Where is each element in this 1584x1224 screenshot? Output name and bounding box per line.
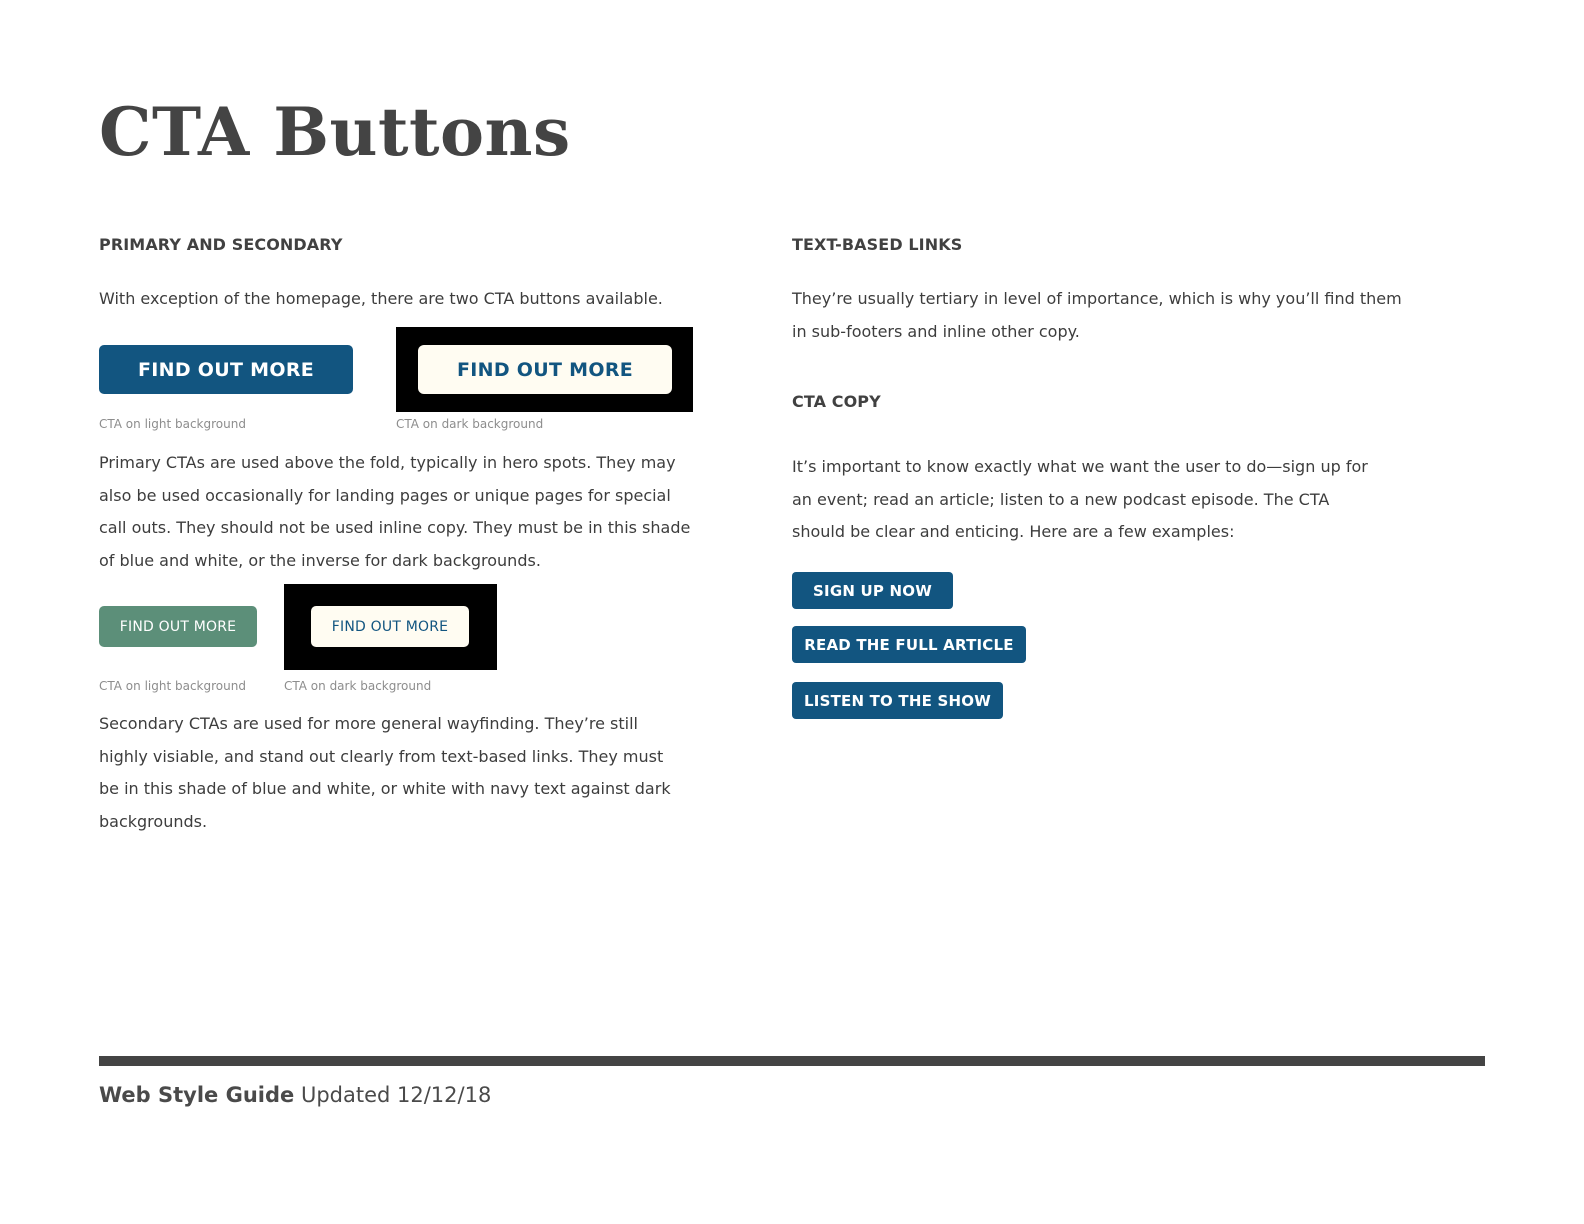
secondary-description-text: Secondary CTAs are used for more general wayfinding. They’re still highly visiable, and stand out clearly from text-based links. They must be in this shade of blue and white, or white with navy text against dark backgrounds. (99, 714, 671, 832)
primary-light-caption: CTA on light background (99, 417, 246, 431)
cta-copy-description: It’s important to know exactly what we want the user to do—sign up for an event; read an article; listen to a new podcast episode. The CTA should be clear and enticing. Here are a few examples: (792, 457, 1368, 542)
primary-secondary-heading: PRIMARY AND SECONDARY (99, 235, 343, 254)
listen-to-show-button[interactable]: LISTEN TO THE SHOW (792, 682, 1003, 719)
primary-cta-dark-button[interactable]: FIND OUT MORE (418, 345, 672, 394)
text-links-description: They’re usually tertiary in level of importance, which is why you’ll find them in sub-footers and inline other copy. (792, 289, 1402, 341)
secondary-cta-dark-button[interactable]: FIND OUT MORE (311, 606, 469, 647)
footer-updated-date: Updated 12/12/18 (300, 1083, 492, 1107)
primary-dark-caption: CTA on dark background (396, 417, 544, 431)
footer-divider (99, 1056, 1485, 1066)
secondary-dark-caption: CTA on dark background (284, 679, 432, 693)
primary-description-text: Primary CTAs are used above the fold, typically in hero spots. They may also be used occasionally for landing pages or unique pages for special call outs. They should not be used inline copy. They must be in this shade of blue and white, or the inverse for dark backgrounds. (99, 453, 691, 571)
cta-copy-heading: CTA COPY (792, 392, 881, 411)
primary-intro-text: With exception of the homepage, there are two CTA buttons available. (99, 289, 663, 308)
page-title: CTA Buttons (99, 93, 571, 171)
sign-up-now-button[interactable]: SIGN UP NOW (792, 572, 953, 609)
footer (99, 1080, 491, 1110)
primary-cta-light-button[interactable]: FIND OUT MORE (99, 345, 353, 394)
read-full-article-button[interactable]: READ THE FULL ARTICLE (792, 626, 1026, 663)
secondary-light-caption: CTA on light background (99, 679, 246, 693)
secondary-cta-light-button[interactable]: FIND OUT MORE (99, 606, 257, 647)
footer-guide-name: Web Style Guide (99, 1083, 295, 1107)
text-links-heading: TEXT-BASED LINKS (792, 235, 963, 254)
